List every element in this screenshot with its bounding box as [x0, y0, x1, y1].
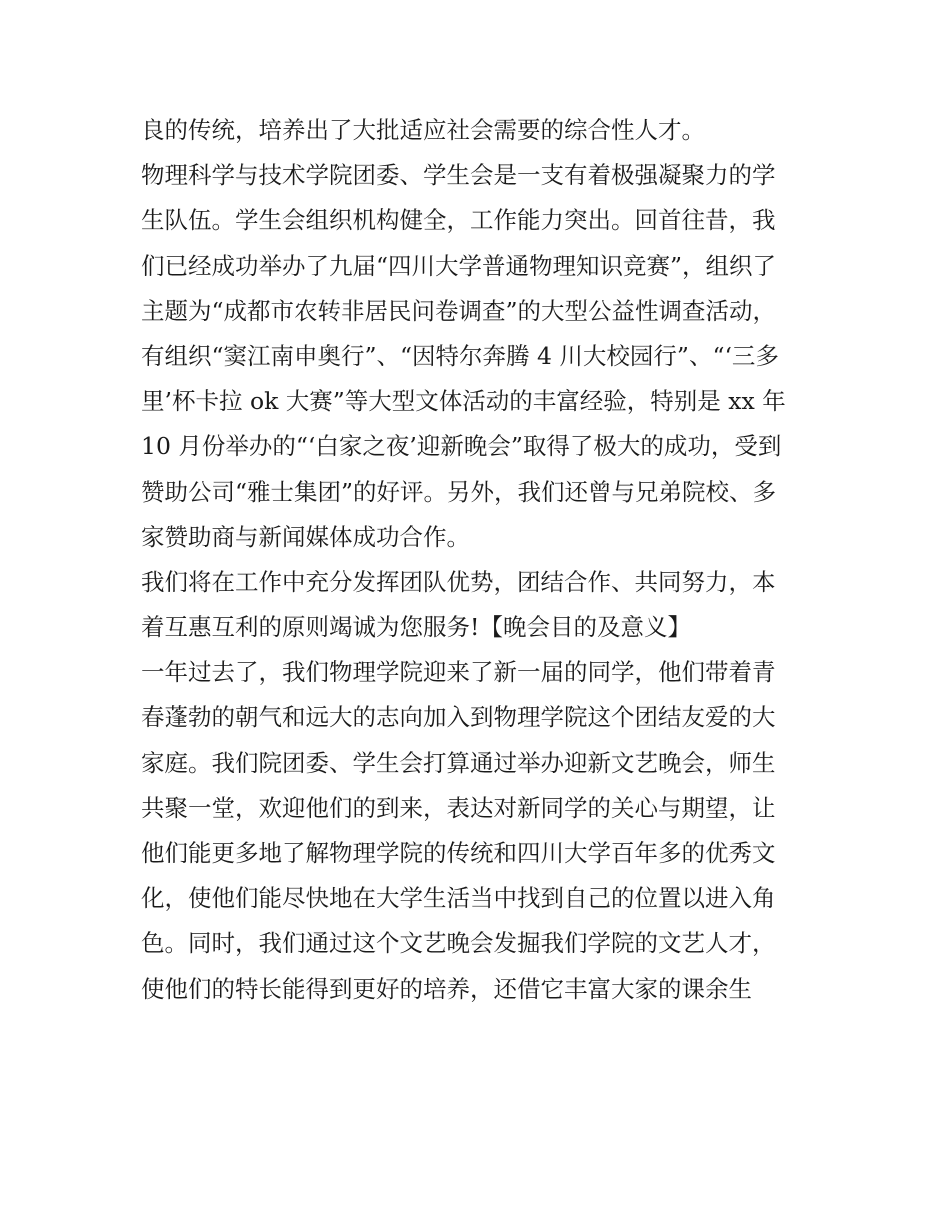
text-line: 家赞助商与新闻媒体成功合作。 — [141, 522, 470, 551]
body-text — [141, 108, 821, 1012]
text-line: 春蓬勃的朝气和远大的志向加入到物理学院这个团结友爱的大 — [141, 703, 776, 732]
text-line: 主题为“成都市农转非居民问卷调查”的大型公益性调查活动， — [141, 296, 777, 325]
text-line: 赞助公司“雅士集团”的好评。另外，我们还曾与兄弟院校、多 — [141, 477, 777, 506]
text-line: 生队伍。学生会组织机构健全，工作能力突出。回首往昔，我 — [141, 206, 776, 235]
text-line: 化，使他们能尽快地在大学生活当中找到自己的位置以进入角 — [141, 884, 776, 913]
text-line: 家庭。我们院团委、学生会打算通过举办迎新文艺晚会，师生 — [141, 748, 776, 777]
text-line: 良的传统，培养出了大批适应社会需要的综合性人才。 — [141, 116, 705, 144]
text-line: 他们能更多地了解物理学院的传统和四川大学百年多的优秀文 — [141, 839, 776, 867]
text-line: 里’杯卡拉 ok 大赛”等大型文体活动的丰富经验，特别是 xx 年 — [141, 387, 786, 416]
text-line: 共聚一堂，欢迎他们的到来，表达对新同学的关心与期望，让 — [141, 793, 776, 822]
text-line: 着互惠互利的原则竭诚为您服务!【晚会目的及意义】 — [141, 613, 691, 642]
text-line: 色。同时，我们通过这个文艺晚会发掘我们学院的文艺人才， — [141, 929, 776, 958]
text-line: 我们将在工作中充分发挥团队优势，团结合作、共同努力，本 — [141, 567, 776, 596]
text-line: 物理科学与技术学院团委、学生会是一支有着极强凝聚力的学 — [141, 161, 776, 190]
text-line: 使他们的特长能得到更好的培养，还借它丰富大家的课余生 — [141, 974, 752, 1003]
text-line: 有组织“窦江南申奥行”、“因特尔奔腾 4 川大校园行”、“‘三多 — [141, 341, 779, 370]
text-line: 一年过去了，我们物理学院迎来了新一届的同学，他们带着青 — [141, 658, 776, 687]
text-line: 10 月份举办的“‘白家之夜’迎新晚会”取得了极大的成功，受到 — [141, 432, 782, 461]
text-line: 们已经成功举办了九届“四川大学普通物理知识竞赛”，组织了 — [141, 251, 777, 280]
